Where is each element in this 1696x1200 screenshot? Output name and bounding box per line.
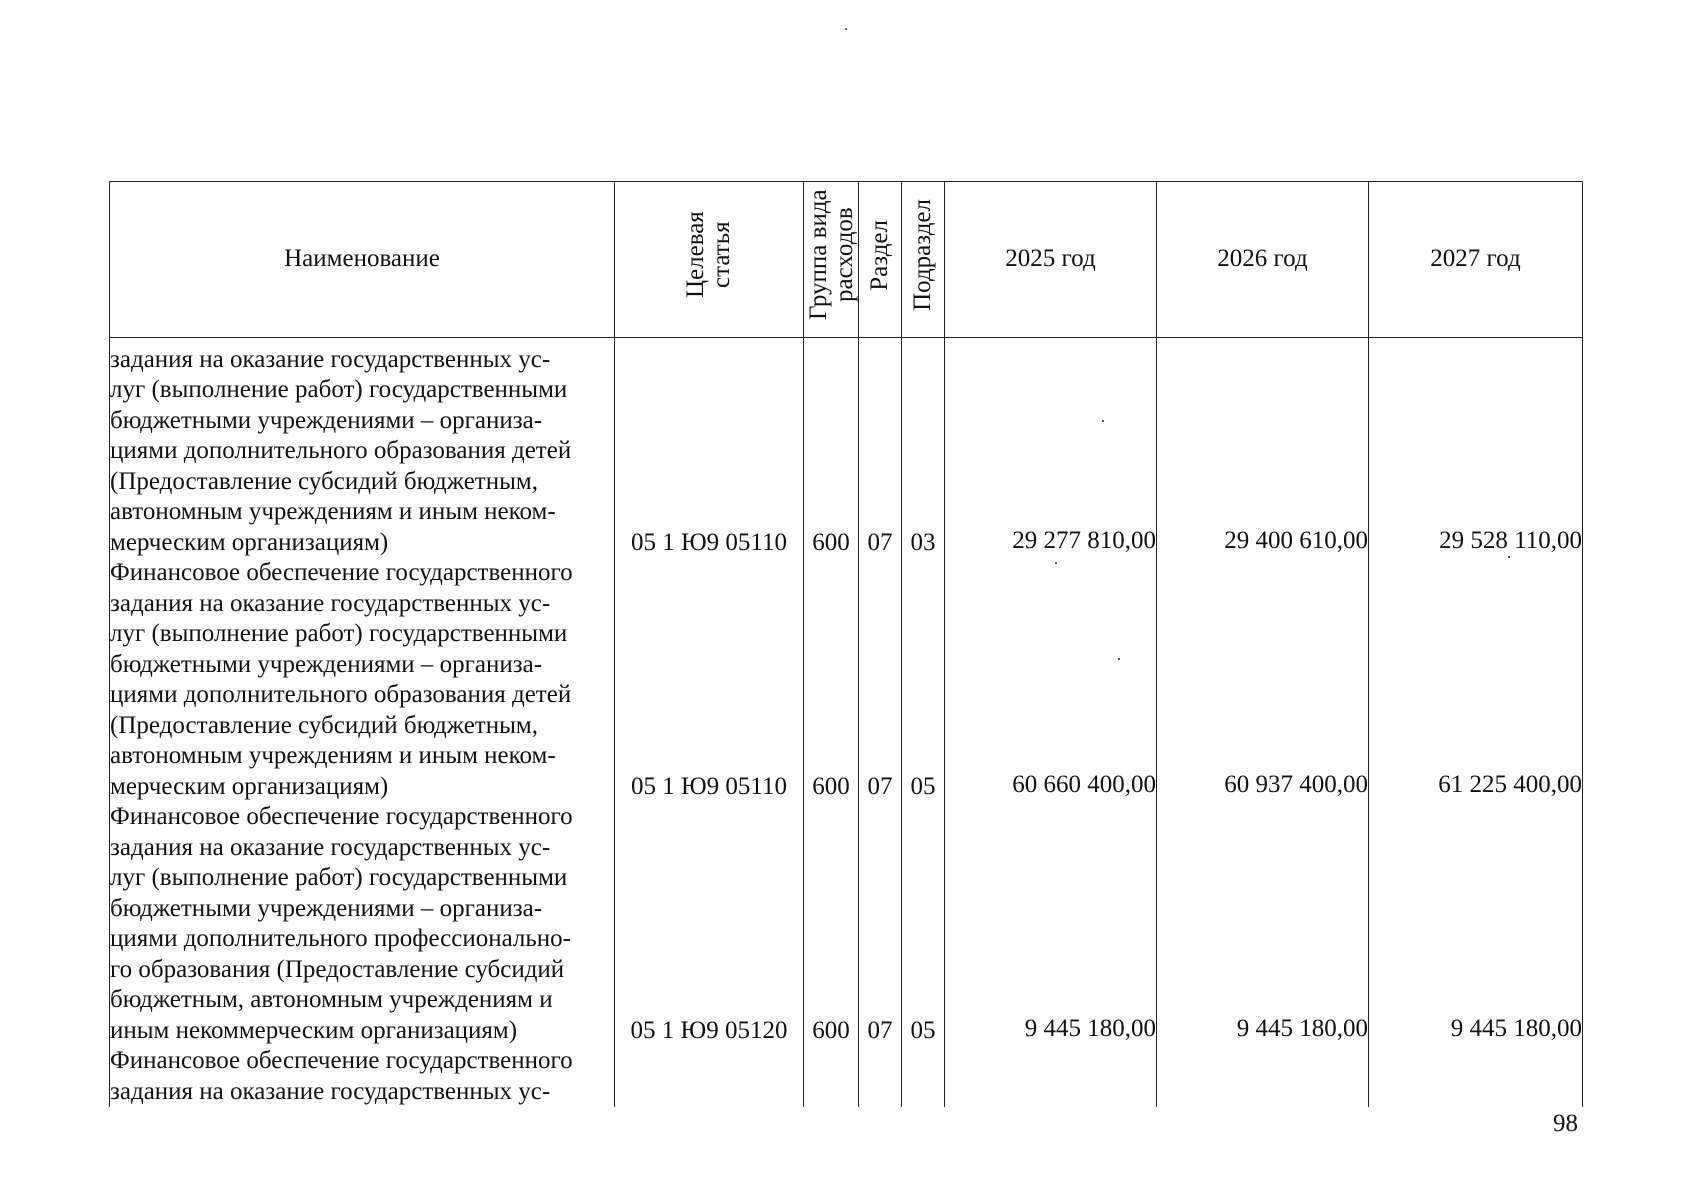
row-amount-2027: 61 225 400,00 bbox=[1369, 558, 1583, 802]
row-name: задания на оказание государственных ус- луг (выполнение работ) государственными бюджетными учреждениями – организа- циями дополнительного образования детей (Предоставление субсидий бюджетным, автономным учреждениям и иным неком- мерческим организациям) bbox=[110, 345, 615, 559]
row-section: 07 bbox=[859, 345, 902, 559]
row-subsection: 05 bbox=[902, 558, 945, 802]
table-header-row bbox=[110, 182, 1583, 338]
header-target-item: Целевая статья bbox=[615, 182, 804, 338]
scan-speck bbox=[845, 28, 847, 30]
row-amount-2027: 29 528 110,00 bbox=[1369, 345, 1583, 559]
row-subsection: 03 bbox=[902, 345, 945, 559]
header-year-2025: 2025 год bbox=[945, 182, 1157, 338]
row-amount-2025: 60 660 400,00 bbox=[945, 558, 1157, 802]
row-amount-2026: 9 445 180,00 bbox=[1157, 802, 1369, 1046]
page-number: 98 bbox=[1553, 1110, 1578, 1137]
header-section: Раздел bbox=[859, 182, 902, 338]
row-expense-group: 600 bbox=[804, 802, 859, 1046]
scan-speck bbox=[1118, 658, 1120, 660]
row-name-continued: Финансовое обеспечение государственного задания на оказание государственных ус- bbox=[110, 1046, 615, 1107]
row-name: Финансовое обеспечение государственного задания на оказание государственных ус- луг (выполнение работ) государственными бюджетными учреждениями – организа- циями дополнительного профессионально- го образования (Предоставление субсидий бюджетным, автономным учреждениям и иным некоммерческим организациям) bbox=[110, 802, 615, 1046]
row-name: Финансовое обеспечение государственного задания на оказание государственных ус- луг (выполнение работ) государственными бюджетными учреждениями – организа- циями дополнительного образования детей (Предоставление субсидий бюджетным, автономным учреждениям и иным неком- мерческим организациям) bbox=[110, 558, 615, 802]
table-row bbox=[110, 558, 1583, 802]
row-expense-group: 600 bbox=[804, 345, 859, 559]
header-year-2027: 2027 год bbox=[1369, 182, 1583, 338]
row-target-item: 05 1 Ю9 05110 bbox=[615, 558, 804, 802]
row-target-item: 05 1 Ю9 05110 bbox=[615, 345, 804, 559]
row-target-item: 05 1 Ю9 05120 bbox=[615, 802, 804, 1046]
row-section: 07 bbox=[859, 558, 902, 802]
scan-speck bbox=[1102, 420, 1104, 422]
row-expense-group: 600 bbox=[804, 558, 859, 802]
header-name: Наименование bbox=[110, 182, 615, 338]
row-amount-2026: 60 937 400,00 bbox=[1157, 558, 1369, 802]
row-amount-2025: 9 445 180,00 bbox=[945, 802, 1157, 1046]
row-subsection: 05 bbox=[902, 802, 945, 1046]
row-amount-2025: 29 277 810,00 bbox=[945, 345, 1157, 559]
scan-speck bbox=[1055, 562, 1057, 564]
budget-table bbox=[109, 181, 1583, 1107]
row-section: 07 bbox=[859, 802, 902, 1046]
scan-speck bbox=[1508, 556, 1510, 558]
row-amount-2027: 9 445 180,00 bbox=[1369, 802, 1583, 1046]
header-expense-group: Группа вида расходов bbox=[804, 182, 859, 338]
row-amount-2026: 29 400 610,00 bbox=[1157, 345, 1369, 559]
header-year-2026: 2026 год bbox=[1157, 182, 1369, 338]
table-row-continued bbox=[110, 1046, 1583, 1107]
table-row bbox=[110, 345, 1583, 559]
table-row bbox=[110, 802, 1583, 1046]
header-subsection: Подраздел bbox=[902, 182, 945, 338]
